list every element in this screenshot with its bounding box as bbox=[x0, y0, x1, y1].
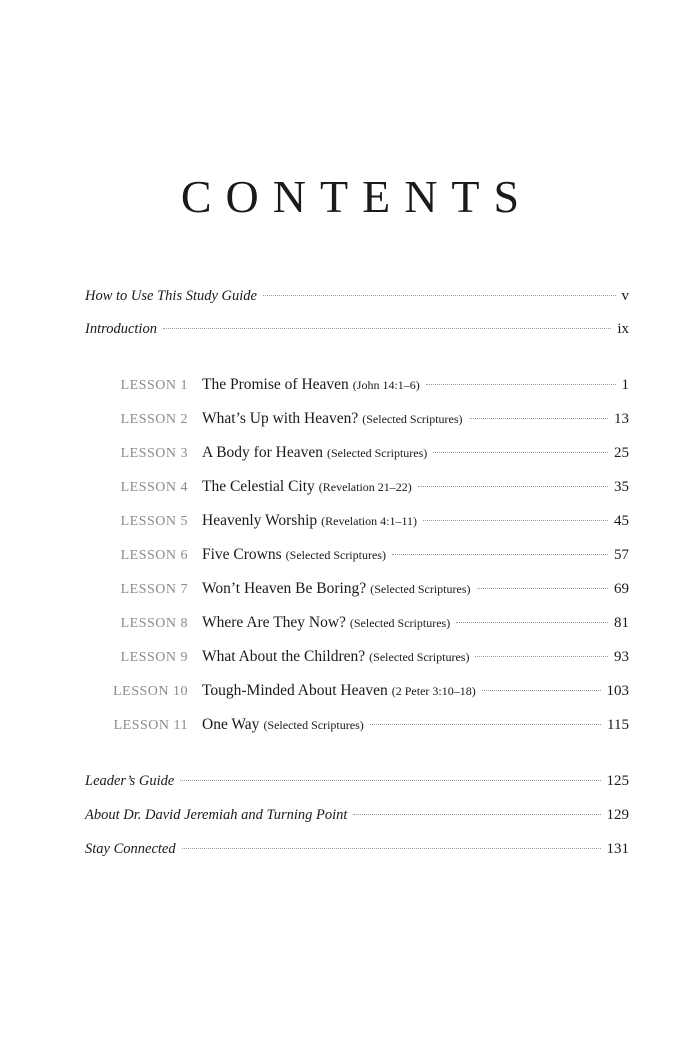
lesson-entry[interactable] bbox=[110, 544, 629, 566]
lesson-title: A Body for Heaven bbox=[202, 444, 323, 461]
dot-leader bbox=[433, 452, 608, 453]
toc-entry[interactable] bbox=[85, 285, 629, 307]
page-number: 93 bbox=[614, 649, 629, 665]
page-number: 131 bbox=[606, 841, 629, 857]
dot-leader bbox=[370, 724, 601, 725]
dot-leader bbox=[163, 328, 611, 329]
toc-entry[interactable] bbox=[85, 804, 629, 826]
dot-leader bbox=[392, 554, 608, 555]
entry-title: How to Use This Study Guide bbox=[85, 288, 257, 304]
lesson-entry[interactable] bbox=[110, 680, 629, 702]
entry-title: Introduction bbox=[85, 321, 157, 337]
entry-title: Leader’s Guide bbox=[85, 773, 175, 789]
dot-leader bbox=[182, 848, 601, 849]
lesson-label: LESSON 6 bbox=[120, 548, 188, 563]
page-number: 25 bbox=[614, 445, 629, 461]
lesson-title: Won’t Heaven Be Boring? bbox=[202, 580, 367, 597]
page-number: 45 bbox=[614, 513, 629, 529]
lesson-label: LESSON 2 bbox=[120, 412, 188, 427]
lesson-label: LESSON 11 bbox=[113, 718, 188, 733]
page-number: 69 bbox=[614, 581, 629, 597]
lesson-title: Where Are They Now? bbox=[202, 614, 346, 631]
page-number: ix bbox=[617, 321, 629, 337]
lesson-title: The Promise of Heaven bbox=[202, 376, 349, 393]
lesson-title: One Way bbox=[202, 716, 260, 733]
scripture-reference: (Selected Scriptures) bbox=[349, 616, 451, 630]
page-number: 125 bbox=[606, 773, 629, 789]
page-number: 1 bbox=[621, 377, 629, 393]
page-number: 13 bbox=[614, 411, 629, 427]
dot-leader bbox=[180, 780, 600, 781]
lesson-label: LESSON 7 bbox=[120, 582, 188, 597]
dot-leader bbox=[418, 486, 608, 487]
entry-title: About Dr. David Jeremiah and Turning Point bbox=[85, 807, 348, 823]
toc-entry[interactable] bbox=[85, 838, 629, 860]
lesson-entry[interactable] bbox=[110, 408, 629, 430]
lesson-entry[interactable] bbox=[110, 374, 629, 396]
lesson-entry[interactable] bbox=[110, 510, 629, 532]
lesson-title: What About the Children? bbox=[202, 648, 366, 665]
dot-leader bbox=[456, 622, 608, 623]
dot-leader bbox=[482, 690, 601, 691]
dot-leader bbox=[353, 814, 600, 815]
scripture-reference: (Selected Scriptures) bbox=[285, 548, 386, 562]
lesson-label: LESSON 4 bbox=[120, 480, 188, 495]
lesson-title: Heavenly Worship bbox=[202, 512, 318, 529]
lesson-title: Tough-Minded About Heaven bbox=[202, 682, 388, 699]
lesson-title: What’s Up with Heaven? bbox=[202, 410, 359, 427]
scripture-reference: (Selected Scriptures) bbox=[370, 582, 471, 596]
page-number: 57 bbox=[614, 547, 629, 563]
scripture-reference: (Revelation 4:1–11) bbox=[321, 514, 417, 528]
dot-leader bbox=[469, 418, 608, 419]
scripture-reference: (2 Peter 3:10–18) bbox=[391, 684, 476, 698]
scripture-reference: (Revelation 21–22) bbox=[318, 480, 412, 494]
lesson-entry[interactable] bbox=[110, 714, 629, 736]
lesson-label: LESSON 1 bbox=[120, 378, 188, 393]
page-number: 35 bbox=[614, 479, 629, 495]
lesson-entry[interactable] bbox=[110, 442, 629, 464]
lesson-title: The Celestial City bbox=[202, 478, 315, 495]
lesson-label: LESSON 9 bbox=[120, 650, 188, 665]
lesson-label: LESSON 5 bbox=[120, 514, 188, 529]
page-number: 81 bbox=[614, 615, 629, 631]
page-number: 115 bbox=[607, 717, 629, 733]
lesson-entry[interactable] bbox=[110, 646, 629, 668]
page-number: 103 bbox=[606, 683, 629, 699]
lesson-entry[interactable] bbox=[110, 476, 629, 498]
lesson-entry[interactable] bbox=[110, 612, 629, 634]
entry-title: Stay Connected bbox=[85, 841, 176, 857]
lesson-label: LESSON 3 bbox=[120, 446, 188, 461]
lesson-entry[interactable] bbox=[110, 578, 629, 600]
dot-leader bbox=[263, 295, 616, 296]
scripture-reference: (Selected Scriptures) bbox=[369, 650, 470, 664]
toc-entry[interactable] bbox=[85, 318, 629, 340]
toc-entry[interactable] bbox=[85, 770, 629, 792]
page-title: CONTENTS bbox=[180, 171, 534, 222]
lesson-label: LESSON 8 bbox=[120, 616, 188, 631]
page-number: 129 bbox=[606, 807, 629, 823]
scripture-reference: (John 14:1–6) bbox=[352, 378, 420, 392]
scripture-reference: (Selected Scriptures) bbox=[362, 412, 463, 426]
lesson-label: LESSON 10 bbox=[113, 684, 188, 699]
dot-leader bbox=[423, 520, 608, 521]
page-number: v bbox=[621, 288, 629, 304]
scripture-reference: (Selected Scriptures) bbox=[263, 718, 364, 732]
dot-leader bbox=[475, 656, 608, 657]
dot-leader bbox=[426, 384, 616, 385]
scripture-reference: (Selected Scriptures) bbox=[326, 446, 428, 460]
dot-leader bbox=[477, 588, 609, 589]
lesson-title: Five Crowns bbox=[202, 546, 282, 563]
